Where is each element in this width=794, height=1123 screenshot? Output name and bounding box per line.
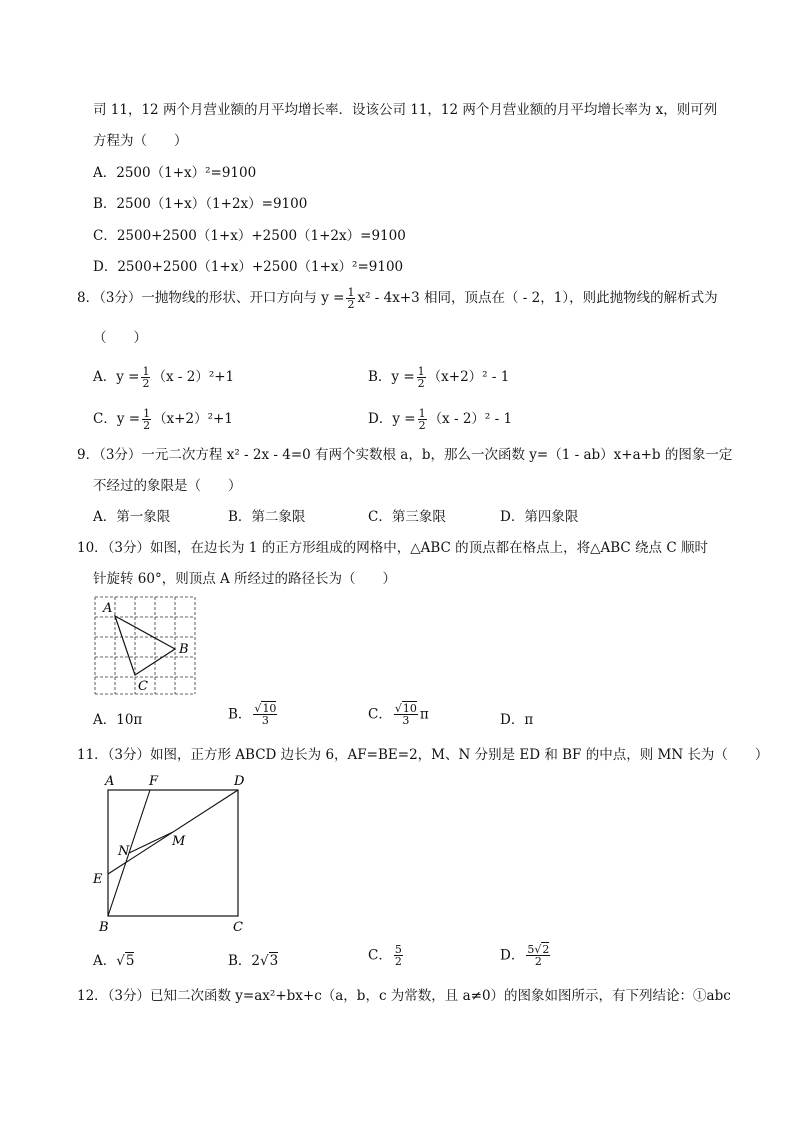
q11-option-d: D． $\frac{5√2}{2}$	[500, 943, 550, 968]
q9-line1: 9．（3分）一元二次方程 x² - 2x - 4=0 有两个实数根 a，b，那么一次函数 y=（1 - ab）x+a+b 的图象一定	[77, 447, 733, 463]
q7-line2: 方程为（ ）	[93, 133, 188, 149]
q9-line2: 不经过的象限是（ ）	[93, 478, 242, 494]
q8-option-d: D．y = $\frac{1}{2}$ （x - 2）² - 1	[368, 407, 513, 432]
q11-option-a: A．√5	[93, 953, 135, 969]
q8-fraction: $\frac{1}{2}$	[347, 286, 355, 311]
q7-option-d: D．2500+2500（1+x）+2500（1+x）²=9100	[93, 259, 404, 275]
q7-option-a: A．2500（1+x）²=9100	[93, 165, 257, 181]
q10-line1: 10．（3分）如图，在边长为 1 的正方形组成的网格中，△ABC 的顶点都在格点上，将△ABC 绕点 C 顺时	[77, 540, 708, 556]
q11-line1: 11．（3分）如图，正方形 ABCD 边长为 6，AF=BE=2，M、N 分别是 ED 和 BF 的中点，则 MN 长为（ ）	[77, 747, 769, 763]
q11-label-a: A	[105, 774, 115, 789]
q10-grid-figure	[90, 592, 202, 698]
q11-option-b: B．2√3	[228, 953, 279, 969]
q10-option-d: D．π	[500, 712, 534, 728]
q8-line2: （ ）	[93, 330, 147, 346]
q9-option-a: A．第一象限	[93, 509, 171, 525]
q11-label-c: C	[233, 920, 243, 935]
q8-line1: 8．（3分）一抛物线的形状、开口方向与 y = $\frac{1}{2}$ x² - 4x+3 相同，顶点在（ - 2，1），则此抛物线的解析式为	[77, 286, 718, 311]
q10-line2: 针旋转 60°，则顶点 A 所经过的路径长为（ ）	[93, 571, 397, 587]
q11-label-e: E	[93, 872, 103, 887]
q11-square-figure	[88, 770, 258, 938]
q11-option-c: C． $\frac{5}{2}$	[368, 943, 402, 968]
q10-label-c: C	[138, 679, 148, 694]
triangle-abc	[115, 616, 175, 675]
q10-option-c: C． $\frac{√10}{3}$ π	[368, 702, 429, 727]
q11-label-n: N	[118, 844, 130, 859]
q10-label-a: A	[103, 601, 113, 616]
q12-line1: 12．（3分）已知二次函数 y=ax²+bx+c（a，b，c 为常数，且 a≠0）的图象如图所示，有下列结论：①abc	[77, 988, 731, 1004]
segment-mn	[129, 832, 173, 853]
q7-line1: 司 11，12 两个月营业额的月平均增长率．设该公司 11，12 两个月营业额的月平均增长率为 x，则可列	[93, 102, 718, 118]
q10-option-b: B． $\frac{√10}{3}$	[228, 702, 277, 727]
q11-label-b: B	[99, 920, 109, 935]
q9-option-d: D．第四象限	[500, 509, 579, 525]
q9-option-b: B．第二象限	[228, 509, 306, 525]
q9-option-c: C．第三象限	[368, 509, 446, 525]
q11-label-d: D	[234, 774, 245, 789]
q10-label-b: B	[179, 642, 189, 657]
q7-option-c: C．2500+2500（1+x）+2500（1+2x）=9100	[93, 228, 406, 244]
q8-option-a: A．y = $\frac{1}{2}$ （x - 2）²+1	[93, 365, 235, 390]
q8-option-b: B．y = $\frac{1}{2}$ （x+2）² - 1	[368, 365, 510, 390]
q11-label-f: F	[149, 774, 159, 789]
q8-option-c: C．y = $\frac{1}{2}$ （x+2）²+1	[93, 407, 233, 432]
q11-label-m: M	[172, 834, 186, 849]
q7-option-b: B．2500（1+x）（1+2x）=9100	[93, 196, 308, 212]
q10-option-a: A．10π	[93, 712, 143, 728]
